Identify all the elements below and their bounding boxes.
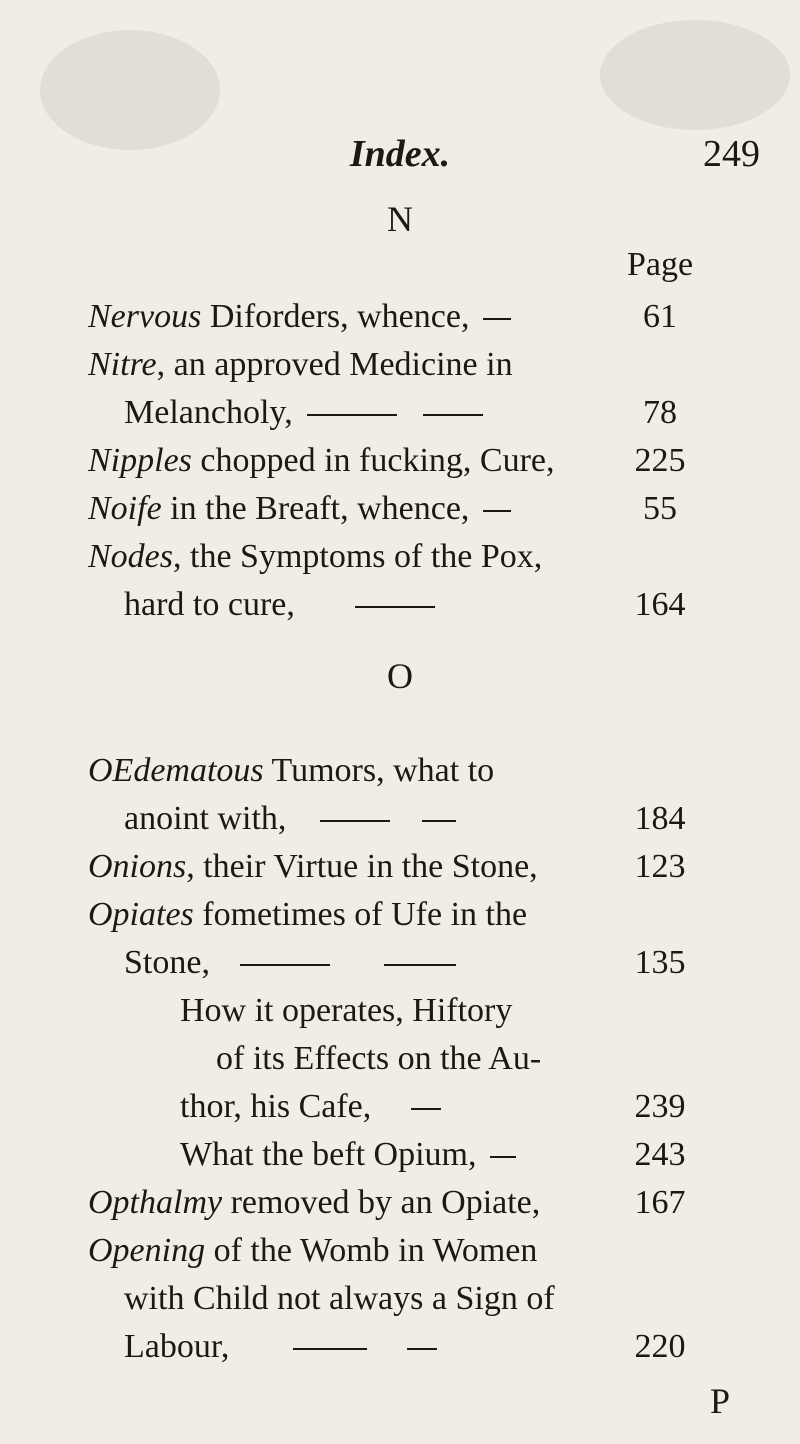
index-entry [88,293,558,341]
leader-dash [483,510,511,512]
leader-dash [411,1108,441,1110]
index-entry [88,843,558,891]
leader-dash [422,820,456,822]
entry-page: 225 [634,442,686,479]
catchword: P [709,1381,730,1421]
entry-text: Stone, [124,944,210,981]
entry-text: Tumors, what to [263,752,495,789]
leader-dash [320,820,390,822]
entry-text: hard to cure, [124,586,295,623]
entry-text: removed by an Opiate, [222,1184,541,1221]
page-number: 249 [703,133,760,175]
entry-page: 135 [634,944,686,981]
entry-page: 123 [634,848,686,885]
page-column-label: Page [626,246,694,283]
index-subentry [88,1131,558,1179]
entry-term: Opening [88,1232,206,1269]
entry-text: with Child not always a Sign of [124,1280,555,1317]
entry-text: of its Effects on the Au- [216,1040,542,1077]
entry-page: 220 [634,1328,686,1365]
running-header-title: Index. [349,133,451,175]
leader-dash [490,1156,516,1158]
entry-page: 184 [634,800,686,837]
entry-page: 239 [634,1088,686,1125]
leader-dash [355,606,435,608]
leader-dash [423,414,483,416]
entry-text: What the beft Opium, [180,1136,477,1173]
entry-page: 78 [643,394,677,431]
leader-dash [307,414,397,416]
index-entry [88,533,558,629]
index-entry [88,437,558,485]
leader-dash [407,1348,437,1350]
leader-dash [384,964,456,966]
entry-text: , an approved Medicine in [156,346,513,383]
entry-term: Opiates [88,896,194,933]
section-letter-o: O [387,656,413,696]
entry-page: 167 [634,1184,686,1221]
entry-term: Opthalmy [88,1184,223,1221]
entry-term: Nodes [88,538,173,575]
index-entry [88,341,558,437]
section-letter-n: N [387,199,413,239]
entry-text: in the Breaft, whence, [161,490,470,527]
entry-text: fometimes of Ufe in the [193,896,528,933]
paper-stain [600,20,790,130]
entry-term: Noife [88,490,162,527]
index-entry [88,747,558,843]
entry-page: 243 [634,1136,686,1173]
entry-term: OEdematous [88,752,264,789]
entry-text: thor, his Cafe, [180,1088,372,1125]
entry-text: chopped in fucking, Cure, [191,442,555,479]
entry-page: 164 [634,586,686,623]
index-entry [88,1227,558,1371]
entry-page: 55 [643,490,677,527]
leader-dash [240,964,330,966]
index-entry [88,485,558,533]
entry-term: Nitre [88,346,157,383]
leader-dash [483,318,511,320]
entry-text: , the Symptoms of the Pox, [173,538,543,575]
index-entry [88,891,558,987]
entry-text: anoint with, [124,800,287,837]
entry-term: Nervous [88,298,202,335]
entry-term: Onions [88,848,187,885]
entry-page: 61 [643,298,677,335]
index-subentry [88,987,558,1131]
entry-text: of the Womb in Women [205,1232,538,1269]
entry-text: Melancholy, [124,394,293,431]
leader-dash [293,1348,367,1350]
entry-text: How it operates, Hiftory [180,992,513,1029]
index-entry [88,1179,558,1227]
entry-text: Labour, [124,1328,230,1365]
entry-text: Diforders, whence, [201,298,470,335]
entry-term: Nipples [88,442,192,479]
entry-text: , their Virtue in the Stone, [186,848,538,885]
